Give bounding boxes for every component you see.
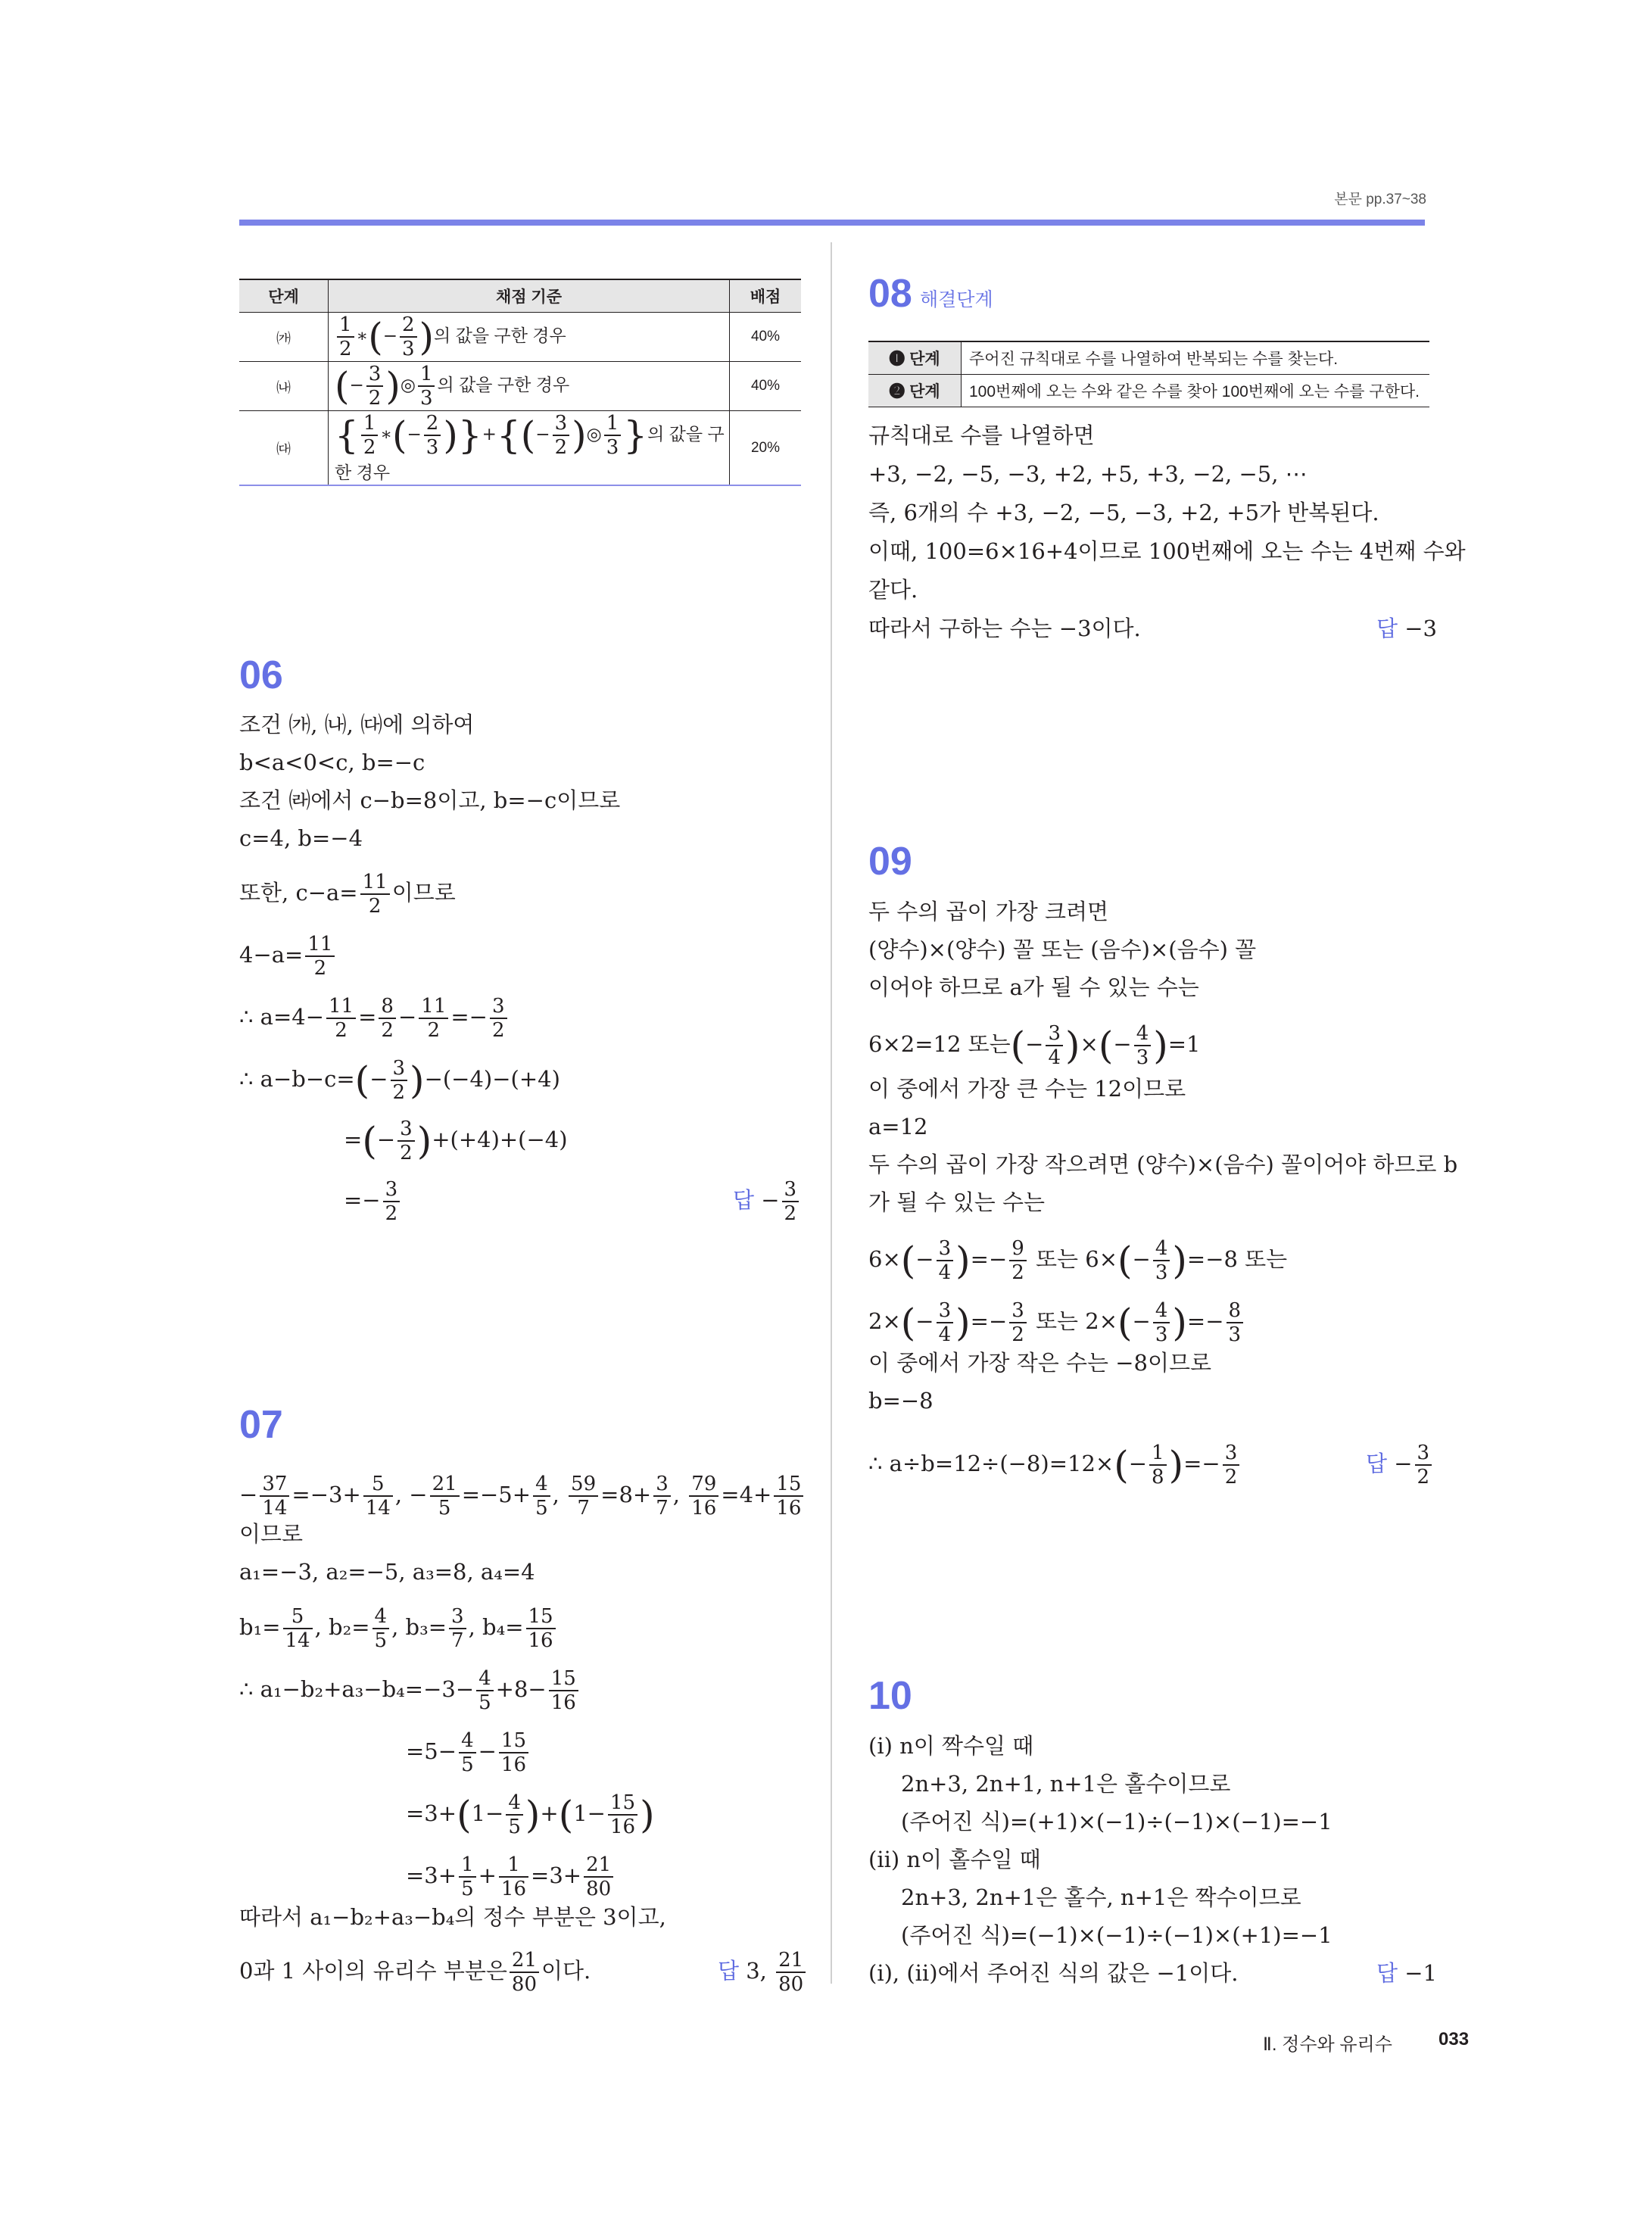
p10-line: 2n+3, 2n+1, n+1은 홀수이므로 — [901, 1771, 1231, 1797]
page-number: 033 — [1438, 2029, 1470, 2050]
p09-line: 이 중에서 가장 작은 수는 −8이므로 — [868, 1350, 1212, 1376]
p09-line: b=−8 — [868, 1388, 934, 1414]
p08-line: 같다. — [868, 577, 918, 603]
p10-line: (ⅰ), (ⅱ)에서 주어진 식의 값은 −1이다. — [868, 1960, 1239, 1986]
score-header-points: 배점 — [730, 279, 802, 313]
p07-line: b₁= $\frac{5}{14}$ , b₂= $\frac{4}{5}$ , b₃= $\frac{3}{7}$ , b₄= $\frac{15}{16}$ — [239, 1605, 558, 1652]
step-text: 주어진 규칙대로 수를 나열하여 반복되는 수를 찾는다. — [962, 341, 1430, 375]
header-rule — [239, 220, 1425, 226]
problem-08-number: 08 — [868, 272, 912, 316]
table-row — [868, 375, 1429, 407]
p09-line: 이 중에서 가장 큰 수는 12이므로 — [868, 1076, 1186, 1102]
table-row — [239, 411, 801, 486]
p07-answer: 답 3, $\frac{21}{80}$ — [718, 1949, 808, 1996]
score-header-criteria: 채점 기준 — [329, 279, 730, 313]
page-reference: 본문 pp.37~38 — [1334, 192, 1426, 207]
p07-line: ∴ a₁−b₂+a₃−b₄=−3− $\frac{4}{5}$ +8− $\frac{15}{16}$ — [239, 1667, 581, 1714]
p09-line: 6×2=12 또는(− $\frac{3}{4}$ )×(− $\frac{4}{3}$ )=1 — [868, 1022, 1201, 1069]
p09-line: 두 수의 곱이 가장 작으려면 (양수)×(음수) 꼴이어야 하므로 b — [868, 1152, 1458, 1177]
p09-line: 2×(− $\frac{3}{4}$ )=− $\frac{3}{2}$ 또는 2×(− $\frac{4}{3}$ )=− $\frac{8}{3}$ — [868, 1299, 1245, 1346]
p08-line: +3, −2, −5, −3, +2, +5, +3, −2, −5, ⋯ — [868, 461, 1308, 487]
p06-line: c=4, b=−4 — [239, 825, 363, 851]
p09-line: a=12 — [868, 1114, 928, 1139]
p10-answer: 답 −1 — [1376, 1960, 1437, 1986]
p08-line: 규칙대로 수를 나열하면 — [868, 422, 1095, 448]
problem-08-tag: 해결단계 — [920, 289, 993, 310]
step-key: ❶ 단계 — [868, 341, 962, 375]
p06-line: 조건 ㈎, ㈏, ㈐에 의하여 — [239, 712, 475, 737]
problem-10-number: 10 — [868, 1674, 912, 1718]
score-criteria: (− $\frac{3}{2}$ )◎ $\frac{1}{3}$ 의 값을 구한 경우 — [329, 362, 730, 411]
p08-answer: 답 −3 — [1376, 616, 1437, 641]
step-key: ❷ 단계 — [868, 375, 962, 407]
p09-line: ∴ a÷b=12÷(−8)=12×(− $\frac{1}{8}$ )=− $\frac{3}{2}$ — [868, 1442, 1242, 1488]
p08-line: 따라서 구하는 수는 −3이다. — [868, 616, 1141, 641]
p06-line: 또한, c−a= $\frac{11}{2}$ 이므로 — [239, 871, 456, 918]
p08-line: 즉, 6개의 수 +3, −2, −5, −3, +2, +5가 반복된다. — [868, 500, 1379, 525]
table-row — [239, 362, 801, 411]
p07-line: 따라서 a₁−b₂+a₃−b₄의 정수 부분은 3이고, — [239, 1904, 666, 1930]
footer-section: Ⅱ. 정수와 유리수 — [1263, 2034, 1392, 2055]
score-points: 40% — [730, 362, 802, 411]
score-points: 40% — [730, 313, 802, 362]
p09-line: 이어야 하므로 a가 될 수 있는 수는 — [868, 974, 1199, 1000]
p06-line: =(− $\frac{3}{2}$ )+(+4)+(−4) — [344, 1118, 568, 1164]
p06-line: ∴ a−b−c=(− $\frac{3}{2}$ )−(−4)−(+4) — [239, 1057, 560, 1104]
score-header-step: 단계 — [239, 279, 329, 313]
column-divider — [831, 242, 832, 1984]
p10-line: 2n+3, 2n+1은 홀수, n+1은 짝수이므로 — [901, 1884, 1301, 1910]
p06-line: 4−a= $\frac{11}{2}$ — [239, 933, 337, 980]
problem-06-number: 06 — [239, 653, 283, 697]
step-text: 100번째에 오는 수와 같은 수를 찾아 100번째에 오는 수를 구한다. — [962, 375, 1430, 407]
table-row — [868, 341, 1429, 375]
p07-line: 이므로 — [239, 1521, 304, 1547]
p07-line: =5− $\frac{4}{5}$ − $\frac{15}{16}$ — [406, 1729, 531, 1776]
p06-line: b<a<0<c, b=−c — [239, 750, 425, 775]
problem-09-number: 09 — [868, 840, 912, 884]
p09-line: 가 될 수 있는 수는 — [868, 1189, 1045, 1215]
p06-answer: 답 − $\frac{3}{2}$ — [733, 1178, 801, 1225]
p06-line: ∴ a=4− $\frac{11}{2}$ = $\frac{8}{2}$ − $\frac{11}{2}$ =− $\frac{3}{2}$ — [239, 995, 510, 1042]
score-criteria: { $\frac{1}{2}$ ∗(− $\frac{2}{3}$ )}+{(− $\frac{3}{2}$ )◎ $\frac{1}{3}$ }의 값을 구한 경우 — [329, 411, 730, 486]
p07-line: =3+(1− $\frac{4}{5}$ )+(1− $\frac{15}{16}$ ) — [406, 1791, 655, 1838]
score-step: ㈎ — [239, 313, 329, 362]
solution-steps-table — [868, 341, 1429, 407]
p06-line: =− $\frac{3}{2}$ — [344, 1178, 402, 1225]
p10-line: (주어진 식)=(−1)×(−1)÷(−1)×(+1)=−1 — [901, 1922, 1333, 1948]
p10-line: (주어진 식)=(+1)×(−1)÷(−1)×(−1)=−1 — [901, 1809, 1333, 1834]
p09-line: 두 수의 곱이 가장 크려면 — [868, 899, 1109, 924]
p09-line: 6×(− $\frac{3}{4}$ )=− $\frac{9}{2}$ 또는 6×(− $\frac{4}{3}$ )=−8 또는 — [868, 1237, 1288, 1284]
p07-line: 0과 1 사이의 유리수 부분은 $\frac{21}{80}$ 이다. — [239, 1949, 591, 1996]
scoring-table — [239, 279, 801, 486]
score-criteria: $\frac{1}{2}$ ∗(− $\frac{2}{3}$ )의 값을 구한 경우 — [329, 313, 730, 362]
p07-line: − $\frac{37}{14}$ =−3+ $\frac{5}{14}$ , − $\frac{21}{5}$ =−5+ $\frac{4}{5}$ , $\frac{59}{7}$ =8+ $\frac{3}{7}$ , $\frac{79}{16}$ =4+ $\frac{15}{16}$ — [239, 1473, 806, 1520]
score-step: ㈐ — [239, 411, 329, 486]
table-row — [239, 313, 801, 362]
p10-line: (ⅱ) n이 홀수일 때 — [868, 1847, 1041, 1872]
p09-line: (양수)×(양수) 꼴 또는 (음수)×(음수) 꼴 — [868, 937, 1257, 962]
problem-07-number: 07 — [239, 1403, 283, 1447]
p06-line: 조건 ㈑에서 c−b=8이고, b=−c이므로 — [239, 787, 621, 813]
p07-line: a₁=−3, a₂=−5, a₃=8, a₄=4 — [239, 1559, 535, 1585]
p10-line: (ⅰ) n이 짝수일 때 — [868, 1733, 1034, 1759]
p08-line: 이때, 100=6×16+4이므로 100번째에 오는 수는 4번째 수와 — [868, 538, 1466, 564]
p09-answer: 답 − $\frac{3}{2}$ — [1366, 1442, 1434, 1488]
p07-line: =3+ $\frac{1}{5}$ + $\frac{1}{16}$ =3+ $\frac{21}{80}$ — [406, 1853, 616, 1900]
score-step: ㈏ — [239, 362, 329, 411]
score-points: 20% — [730, 411, 802, 486]
